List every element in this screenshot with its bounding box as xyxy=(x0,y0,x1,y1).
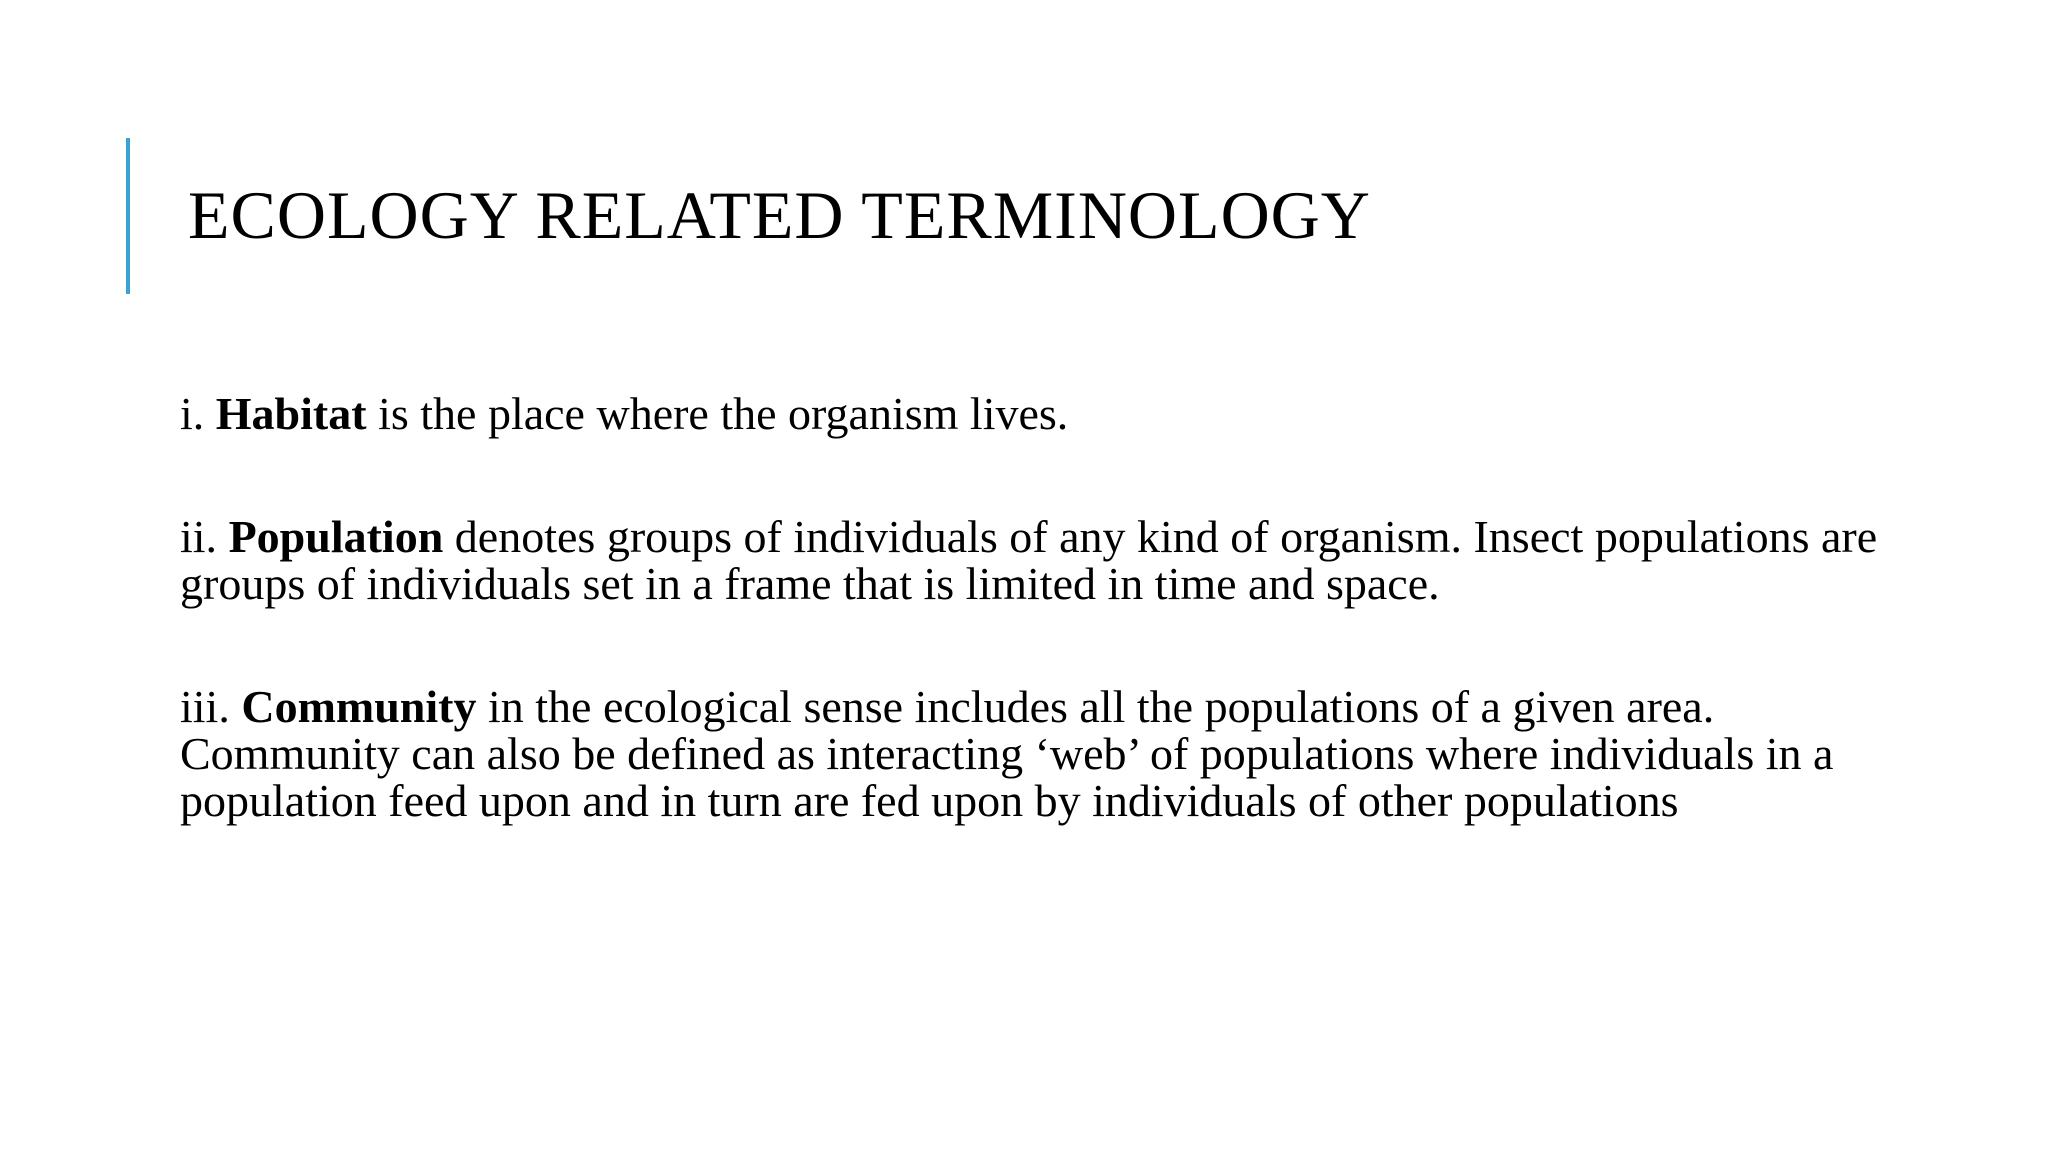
definition-habitat xyxy=(180,390,1900,437)
slide-body xyxy=(180,390,1900,824)
title-accent-bar xyxy=(126,138,130,294)
slide-title: ECOLOGY RELATED TERMINOLOGY xyxy=(188,177,1371,253)
item-number: iii. xyxy=(180,681,230,732)
definition-text: in the ecological sense includes all the populations of a given area. Community can also be defined as interacting ‘web’ of populations where individuals in a population feed upon and in turn are fed upon by individuals of other populations xyxy=(180,681,1834,826)
term-population: Population xyxy=(228,511,444,562)
definition-community xyxy=(180,683,1900,824)
item-number: ii. xyxy=(180,511,218,562)
definition-population xyxy=(180,513,1900,607)
definition-text: denotes groups of individuals of any kind of organism. Insect populations are groups of individuals set in a frame that is limited in time and space. xyxy=(180,511,1878,609)
term-community: Community xyxy=(241,681,477,732)
term-habitat: Habitat xyxy=(215,388,367,439)
item-number: i. xyxy=(180,388,205,439)
definition-text: is the place where the organism lives. xyxy=(378,388,1069,439)
